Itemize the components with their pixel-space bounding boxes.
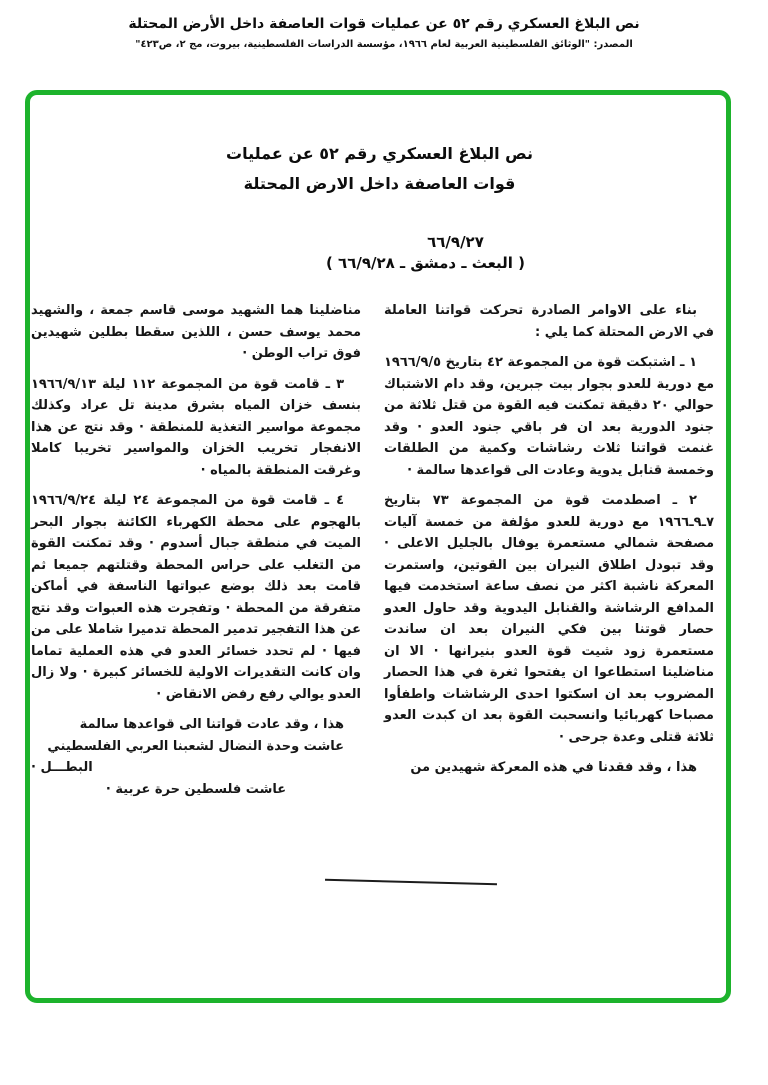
column-left <box>31 300 361 800</box>
paragraph-operation-1: ١ ـ اشتبكت قوة من المجموعة ٤٢ بتاريخ ١٩٦٦/٩/٥ مع دورية للعدو بجوار بيت جبرين، وقد دام الاشتباك حوالي ٢٠ دقيقة تمكنت فيه القوة من قتل ثلاثة من جنود الدورية بعد ان فر باقي جنود العدو · وقد غنمت قواتنا ثلاث رشاشات وكمية من الطلقات وخمسة قنابل يدوية وعادت الى قواعدها سالمة · <box>384 355 714 478</box>
slogan-free-palestine: عاشت فلسطين حرة عربية · <box>105 781 287 797</box>
source-citation: المصدر: "الوثائق الفلسطينية العربية لعام ١٩٦٦، مؤسسة الدراسات الفلسطينية، بيروت، مج ٢، ص٤٢٣" <box>135 39 633 50</box>
page-heading: نص البلاغ العسكري رقم ٥٢ عن عمليات قوات العاصفة داخل الأرض المحتلة <box>128 16 640 32</box>
communique-attribution: ( البعث ـ دمشق ـ ٦٦/٩/٢٨ ) <box>325 254 526 272</box>
slogan-unity-line1: عاشت وحدة النضال لشعبنا العربي الفلسطيني <box>47 738 344 754</box>
paragraph-martyrs-names: مناضلينا هما الشهيد موسى قاسم جمعة ، والشهيد محمد يوسف حسن ، اللذين سقطا بطلين شهيدين فوق تراب الوطن · <box>31 303 361 361</box>
communique-title-line1: نص البلاغ العسكري رقم ٥٢ عن عمليات <box>226 144 533 163</box>
paragraph-return-to-bases: هذا ، وقد عادت قواتنا الى قواعدها سالمة <box>79 717 344 732</box>
communique-date: ٦٦/٩/٢٧ <box>427 233 484 251</box>
paragraph-intro: بناء على الاوامر الصادرة تحركت قواتنا العاملة في الارض المحتلة كما يلي : <box>384 303 714 340</box>
communique-document-frame <box>25 90 731 1003</box>
column-right <box>384 300 714 800</box>
page-header <box>0 16 768 50</box>
body-columns <box>31 300 714 800</box>
communique-title-line2: قوات العاصفة داخل الارض المحتلة <box>243 174 516 193</box>
paragraph-operation-2: ٢ ـ اصطدمت قوة من المجموعة ٧٣ بتاريخ ٧ـ٩ـ١٩٦٦ مع دورية للعدو مؤلفة من خمسة آليات مصفحة شمالي مستعمرة يوفال بالجليل الاعلى · وقد تبودل اطلاق النيران بين القوتين، واستمرت المعركة ناشبة اكثر من نصف ساعة استخدمت فيها المدافع الرشاشة والقنابل اليدوية وقد حاول العدو حصار قوتنا بين فكي النيران بعد ان ساندت مستعمرة زود شيت قوة العدو بنيرانها · الا ان مناضلينا استطاعوا ان يفتحوا ثغرة في هذا الحصار المضروب بعد ان اسكتوا احدى الرشاشات واطفأوا مصباحا كهربائيا وانسحبت القوة بعد ان كبدت العدو ثلاثة قتلى وعدة جرحى · <box>384 493 714 745</box>
slogan-unity-line2: البطـــل · <box>31 760 93 775</box>
signature-divider-line <box>325 879 497 886</box>
paragraph-operation-4: ٤ ـ قامت قوة من المجموعة ٢٤ ليلة ١٩٦٦/٩/٢٤ بالهجوم على محطة الكهرباء الكائنة بجوار البحر الميت في منطقة جبال أسدوم · وقد تمكنت القوة من التغلب على حراس المحطة وقتلتهم جميعا ثم قامت بعد ذلك بوضع عبواتها الناسفة في أماكن متفرقة من المحطة · وتفجرت هذه العبوات وقد نتج عن هذا التفجير تدمير المحطة تدميرا شاملا على من فيها · لم تحدد خسائر العدو في هذه العملية تماما وان كانت التقديرات الاولية للخسائر كبيرة · ولا زال العدو يوالي رفع رفض الانقاض · <box>31 493 361 702</box>
paragraph-martyrs-lead: هذا ، وقد فقدنا في هذه المعركة شهيدين من <box>410 760 697 775</box>
paragraph-operation-3: ٣ ـ قامت قوة من المجموعة ١١٢ ليلة ١٩٦٦/٩/١٣ بنسف خزان المياه بشرق مدينة تل عراد وكذلك مجموعة مواسير التغذية للمنطقة · وقد نتج عن هذا الانفجار تخريب الخزان والمواسير تخريبا كاملا وغرقت المنطقة بالمياه · <box>31 376 361 478</box>
communique-title <box>45 139 714 199</box>
